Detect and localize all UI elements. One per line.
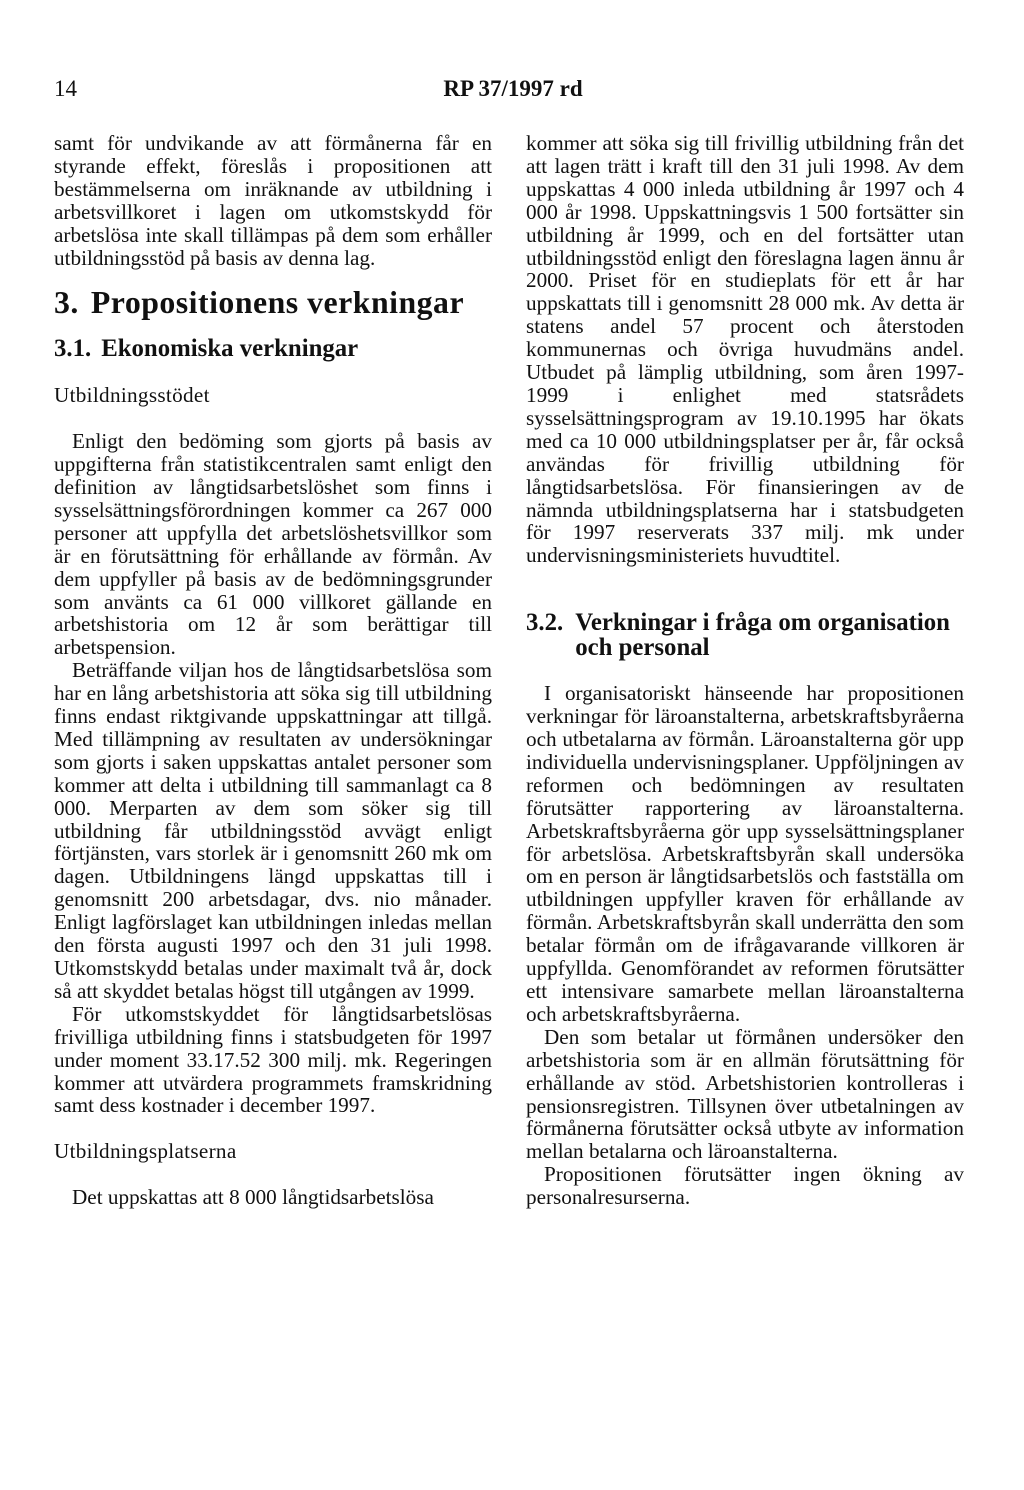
paragraph: I organisatoriskt hänseende har propositionen verkningar för läroanstalterna, arbetskraftsbyråerna och utbetalarna av förmån. Läroanstalterna gör upp individuella undervisningsplaner. Uppföljningen av reformen och bedömningen av resultaten förutsätter rapportering av läroanstalterna. Arbetskraftsbyråerna gör upp sysselsättningsplaner för arbetslösa. Arbetskraftsbyrån skall undersöka om en person är långtidsarbetslös och fastställa om utbildningen uppfyller kraven för erhållande av förmån. Arbetskraftsbyrån skall underrätta den som betalar förmån om de ifrågavarande villkoren är uppfyllda. Genomförandet av reformen förutsätter ett intensivare samarbete mellan läroanstalterna och arbetskraftsbyråerna. xyxy=(526,681,964,1026)
paragraph: För utkomstskyddet för långtidsarbetslösas frivilliga utbildning finns i statsbudgeten för 1997 under moment 33.17.52 300 milj. mk. Regeringen kommer att utvärdera programmets framskridning samt dess kostnader i december 1997. xyxy=(54,1001,492,1118)
running-title: RP 37/1997 rd xyxy=(443,76,583,101)
paragraph-intro: samt för undvikande av att förmånerna får en styrande effekt, föreslås i propositionen att bestämmelserna om inräknande av utbildning i arbetsvillkoret i lagen om utkomstskydd för arbetslösa inte skall tillämpas på dem som erhåller utbildningsstöd på basis av denna lag. xyxy=(54,131,492,270)
subheading-utbildningsplatserna: Utbildningsplatserna xyxy=(54,1139,237,1164)
right-column xyxy=(526,132,964,1209)
paragraph: Enligt den bedöming som gjorts på basis av uppgifterna från statistikcentralen samt enligt den definition av långtidsarbetslöshet som finns i sysselsättningsförordningen kommer ca 267 000 personer att uppfylla det arbetslöshetsvillkor som är en förutsättning för erhållande av förmån. Av dem uppfyller på basis av de bedömningsgrunder som använts ca 61 000 villkoret gällande en arbetshistoria om 12 år som berättigar till arbetspension. xyxy=(54,429,492,660)
paragraph: Det uppskattas att 8 000 långtidsarbetslösa xyxy=(72,1185,434,1210)
section-heading-3-1 xyxy=(54,335,492,363)
section-title: Verkningar i fråga om organisation och personal xyxy=(575,609,950,662)
page-number: 14 xyxy=(54,76,77,101)
section-heading-3-2 xyxy=(526,610,964,660)
section-heading-3 xyxy=(54,285,492,321)
paragraph: Propositionen förutsätter ingen ökning av personalresurserna. xyxy=(526,1162,964,1210)
section-number: 3.2. xyxy=(526,609,564,637)
left-column xyxy=(54,132,492,1209)
subheading-utbildningsstodet: Utbildningsstödet xyxy=(54,383,210,408)
page-header xyxy=(54,76,972,106)
paragraph: Den som betalar ut förmånen undersöker den arbetshistoria som är en allmän förutsättning för erhållande av stöd. Arbetshistorien kontrolleras i pensionsregistren. Tillsynen över utbetalningen av förmånerna förutsätter också utbyte av information mellan betalarna och läroanstalterna. xyxy=(526,1024,964,1164)
section-title: Ekonomiska verkningar xyxy=(101,335,359,363)
section-number: 3. xyxy=(54,285,79,321)
section-title: Propositionens verkningar xyxy=(90,285,465,321)
paragraph: Beträffande viljan hos de långtidsarbetslösa som har en lång arbetshistoria att söka sig till utbildning finns endast riktgivande uppskattningar att tillgå. Med tillämpning av resultaten av undersökningar som gjorts i saken uppskattas antalet personer som kommer att delta i utbildning till sammanlagt ca 8 000. Merparten av dem som söker sig till utbildning får utbildningsstöd avvägt enligt förtjänsten, vars storlek är i genomsnitt 260 mk om dagen. Utbildningens längd uppskattas till i genomsnitt 200 arbetsdagar, dvs. nio månader. Enligt lagförslaget kan utbildningen inledas mellan den första augusti 1997 och den 31 juli 1998. Utkomstskydd betalas under maximalt två år, dock så att skyddet betalas högst till utgången av 1999. xyxy=(54,658,492,1003)
paragraph-continued: kommer att söka sig till frivillig utbildning från det att lagen trätt i kraft till den 31 juli 1998. Av dem uppskattas 4 000 inleda utbildning år 1997 och 4 000 år 1998. Uppskattningsvis 1 500 fortsätter sin utbildning år 1999, och en del fortsätter utan utbildningsstöd enligt den föreslagna lagen ännu år 2000. Priset för en studieplats för ett år har uppskattats till i genomsnitt 28 000 mk. Av detta är statens andel 57 procent och återstoden kommunernas och övriga huvudmäns andel. Utbudet på lämplig utbildning, som åren 1997-1999 i enlighet med statsrådets sysselsättningsprogram av 19.10.1995 har ökats med ca 10 000 utbildningsplatser per år, får också användas för frivillig utbildning för långtidsarbetslösa. För finansieringen av de nämnda utbildningsplatserna har i statsbudgeten för 1997 reserverats 337 milj. mk under undervisningsministeriets huvudtitel. xyxy=(526,131,964,568)
section-number: 3.1. xyxy=(54,335,92,363)
